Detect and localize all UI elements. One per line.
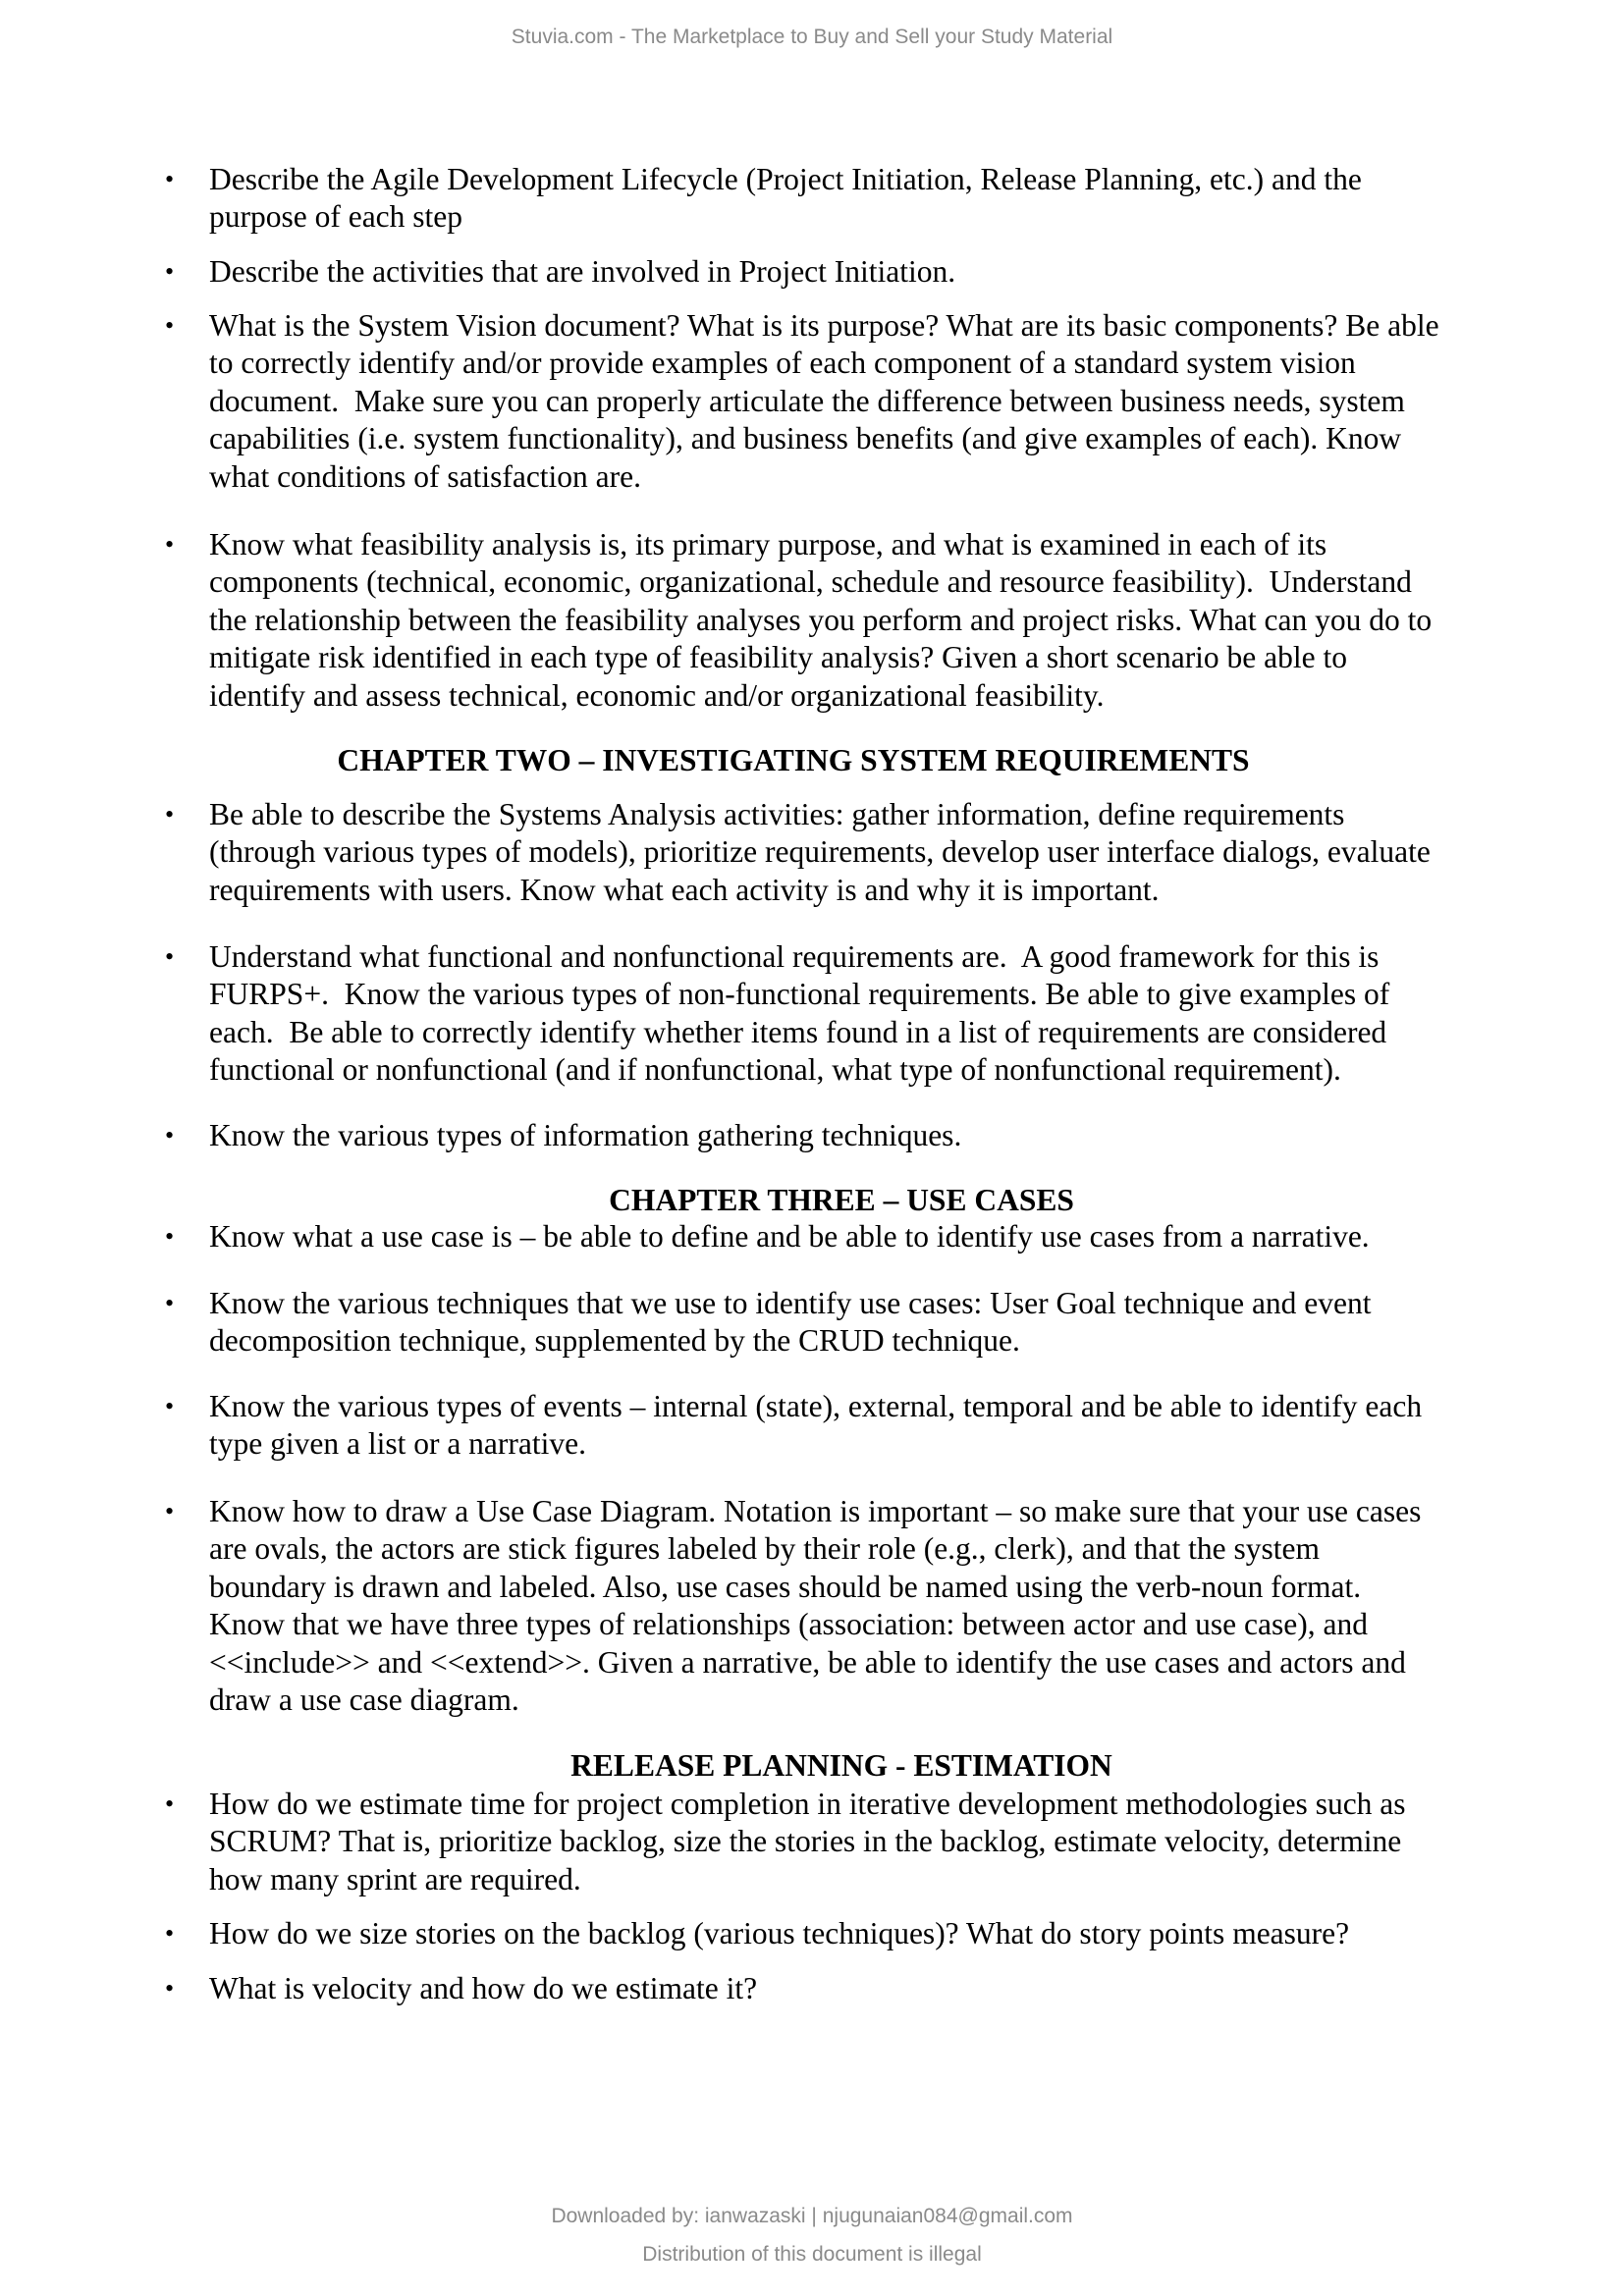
item-text: Describe the activities that are involved in Project Initiation. (209, 254, 956, 289)
item-text: Know the various techniques that we use to identify use cases: User Goal technique and event decomposition technique, supplemented by the CRUD technique. (209, 1286, 1372, 1359)
bullet-icon: • (165, 1497, 175, 1525)
header-watermark: Stuvia.com - The Marketplace to Buy and Sell your Study Material (511, 26, 1113, 48)
item-text: What is velocity and how do we estimate it? (209, 1971, 758, 2005)
bullet-icon: • (165, 1789, 175, 1818)
item-text: Know what feasibility analysis is, its primary purpose, and what is examined in each of its components (technical, economic, organizational, schedule and resource feasibility). Understand the relationship between the feasibility analyses you perform and project risks. What can you do to mitigate risk identified in each type of feasibility analysis? Given a short scenario be able to identify and assess technical, economic and/or organizational feasibility. (209, 527, 1433, 713)
item-text: Know how to draw a Use Case Diagram. Notation is important – so make sure that your use cases are ovals, the actors are stick figures labeled by their role (e.g., clerk), and that the system boundary is drawn and labeled. Also, use cases should be named using the verb-noun format. Know that we have three types of relationships (association: between actor and use case), and <<include>> and <<extend>>. Given a narrative, be able to identify the use cases and actors and draw a use case diagram. (209, 1494, 1422, 1718)
item-text: How do we size stories on the backlog (various techniques)? What do story points measure? (209, 1916, 1350, 1950)
bullet-icon: • (165, 1919, 175, 1948)
footer-downloaded-by: Downloaded by: ianwazaski | njugunaian084@gmail.com (551, 2205, 1073, 2227)
item-text: Describe the Agile Development Lifecycle (Project Initiation, Release Planning, etc.) and the purpose of each step (209, 162, 1362, 235)
item-text: Know the various types of information gathering techniques. (209, 1118, 962, 1152)
bullet-icon: • (165, 311, 175, 340)
bullet-icon: • (165, 530, 175, 559)
item-text: What is the System Vision document? What is its purpose? What are its basic components? Be able to correctly identify and/or provide examples of each component of a standard system vision document. Make sure you can properly articulate the difference between business needs, system capabilities (i.e. system functionality), and business benefits (and give examples of each). Know what conditions of satisfaction are. (209, 308, 1439, 494)
item-text: Know what a use case is – be able to define and be able to identify use cases from a narrative. (209, 1219, 1370, 1254)
bullet-icon: • (165, 942, 175, 971)
section-heading: CHAPTER THREE – USE CASES (609, 1183, 1074, 1217)
section-heading: CHAPTER TWO – INVESTIGATING SYSTEM REQUIREMENTS (337, 743, 1250, 777)
item-text: Know the various types of events – internal (state), external, temporal and be able to identify each type given a list or a narrative. (209, 1389, 1423, 1462)
section-heading: RELEASE PLANNING - ESTIMATION (570, 1748, 1112, 1783)
bullet-icon: • (165, 1974, 175, 2002)
item-text: Understand what functional and nonfunctional requirements are. A good framework for this is FURPS+. Know the various types of non-functional requirements. Be able to give examples of each. Be able to correctly identify whether items found in a list of requirements are considered functional or nonfunctional (and if nonfunctional, what type of nonfunctional requirement). (209, 939, 1390, 1088)
bullet-icon: • (165, 800, 175, 828)
bullet-icon: • (165, 1121, 175, 1149)
bullet-icon: • (165, 165, 175, 193)
bullet-icon: • (165, 1392, 175, 1420)
item-text: Be able to describe the Systems Analysis activities: gather information, define requirements (through various types of models), prioritize requirements, develop user interface dialogs, evaluate requirements with users. Know what each activity is and why it is important. (209, 797, 1431, 907)
bullet-icon: • (165, 257, 175, 286)
bullet-icon: • (165, 1289, 175, 1317)
bullet-icon: • (165, 1222, 175, 1251)
item-text: How do we estimate time for project completion in iterative development methodologies such as SCRUM? That is, prioritize backlog, size the stories in the backlog, estimate velocity, determine how many sprint are required. (209, 1787, 1406, 1896)
footer-notice: Distribution of this document is illegal (642, 2243, 982, 2266)
